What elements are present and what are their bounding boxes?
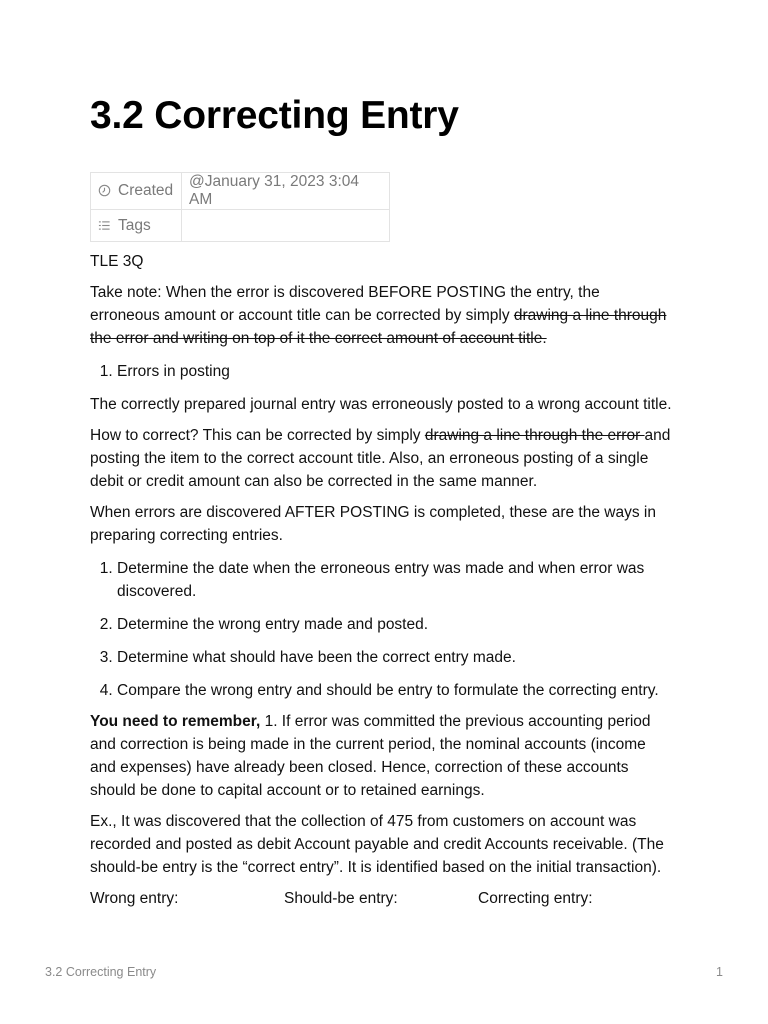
list-item: 4. Compare the wrong entry and should be entry to formulate the correcting entry. xyxy=(117,679,672,702)
remember-paragraph xyxy=(90,710,672,802)
footer-title: 3.2 Correcting Entry xyxy=(45,965,157,979)
property-key-tags xyxy=(91,210,182,242)
how-strikethrough: drawing a line through the error xyxy=(424,427,645,444)
after-posting-paragraph: When errors are discovered AFTER POSTING is completed, these are the ways in preparing correcting entries. xyxy=(90,504,656,544)
property-value-tags xyxy=(182,210,390,242)
note-strikethrough: drawing a line through the error and writing on top of it the correct amount of account title. xyxy=(90,307,667,347)
entry-columns xyxy=(90,887,672,910)
column-should-be-entry: Should-be entry: xyxy=(284,890,398,907)
how-text: How to correct? This can be corrected by simply xyxy=(90,427,425,444)
property-key-label: Created xyxy=(118,182,174,199)
errors-list xyxy=(90,360,672,383)
property-key-created xyxy=(91,173,182,210)
note-paragraph xyxy=(90,281,672,350)
steps-list xyxy=(90,557,672,702)
list-item: 1. Errors in posting xyxy=(117,360,672,383)
list-item: 3. Determine what should have been the correct entry made. xyxy=(117,646,672,669)
list-icon xyxy=(98,219,111,232)
property-key-label: Tags xyxy=(118,216,151,234)
remember-bold: You need to remember, xyxy=(90,713,261,730)
list-item: 2. Determine the wrong entry made and posted. xyxy=(117,613,672,636)
how-text-continued: and posting the item to the correct account title. Also, an erroneous posting of a single debit or credit amount can also be corrected in the same manner. xyxy=(90,427,671,490)
remember-text: 1. If error was committed the previous accounting period and correction is being made in the current period, the nominal accounts (income and expenses) have already been closed. Hence, correction of these accounts should be done to capital account or to retained earnings. xyxy=(90,713,651,799)
clock-icon xyxy=(98,184,111,197)
page-title: 3.2 Correcting Entry xyxy=(90,94,459,137)
properties-table xyxy=(90,172,390,242)
how-paragraph xyxy=(90,424,672,493)
tag-line: TLE 3Q xyxy=(90,253,144,270)
property-row-created xyxy=(91,173,390,210)
example-paragraph: Ex., It was discovered that the collection of 475 from customers on account was recorded and posted as debit Account payable and credit Accounts receivable. (The should-be entry is the “correct entry”. It is identified based on the initial transaction). xyxy=(90,813,664,876)
column-wrong-entry: Wrong entry: xyxy=(90,890,179,907)
posting-paragraph: The correctly prepared journal entry was erroneously posted to a wrong account title. xyxy=(90,396,672,413)
note-text: Take note: When the error is discovered BEFORE POSTING the entry, the erroneous amount or account title can be corrected by simply xyxy=(90,284,600,324)
property-row-tags xyxy=(91,210,390,242)
list-item: 1. Determine the date when the erroneous entry was made and when error was discovered. xyxy=(117,557,672,603)
page-content xyxy=(90,90,672,910)
property-value-created: @January 31, 2023 3:04 AM xyxy=(182,173,390,210)
column-correcting-entry: Correcting entry: xyxy=(478,890,593,907)
page-number: 1 xyxy=(716,965,723,979)
